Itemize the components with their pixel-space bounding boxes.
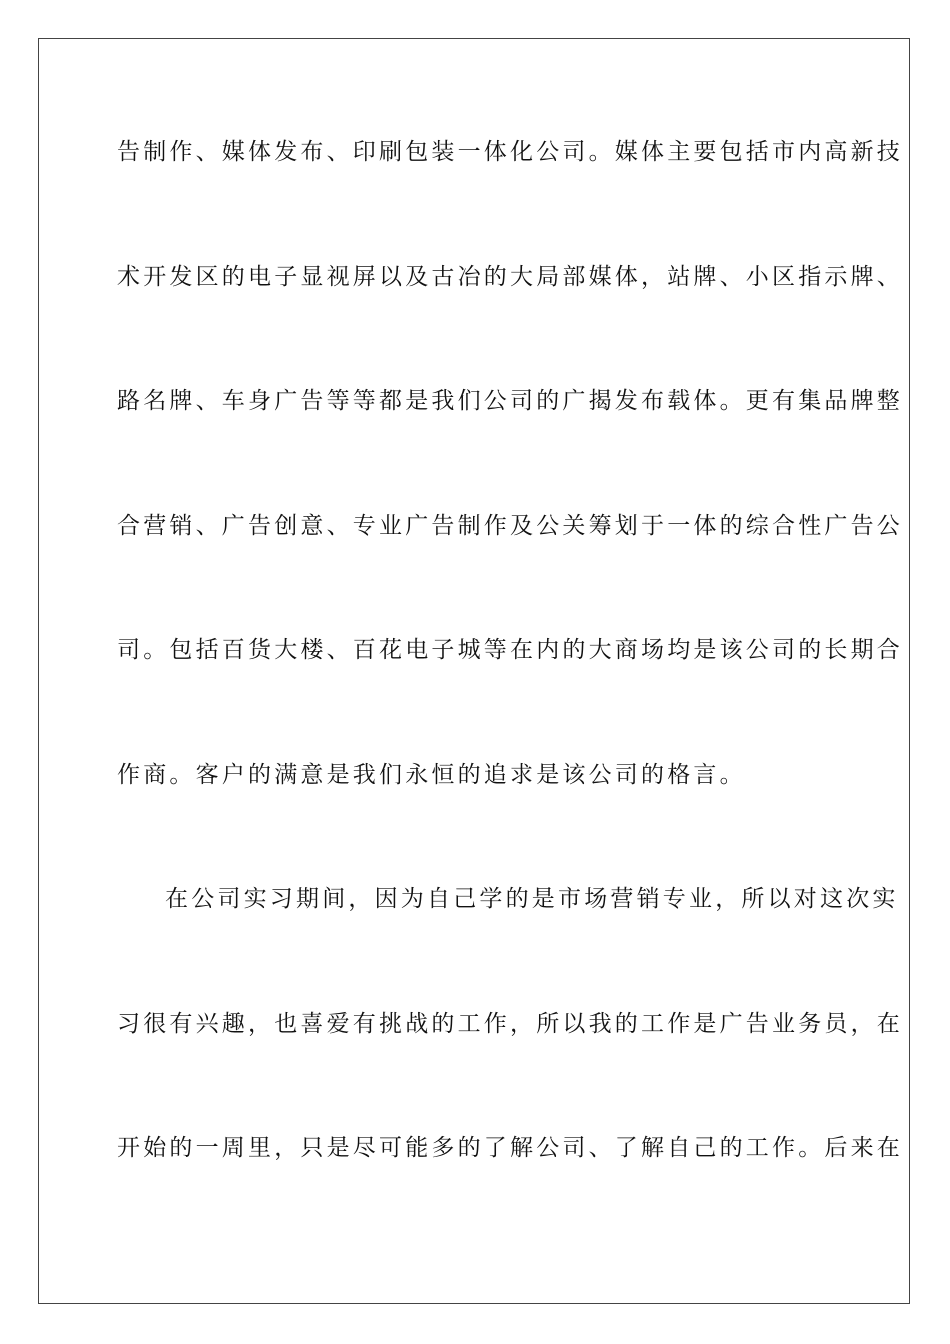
page-border — [38, 38, 910, 1304]
paragraph-line: 习很有兴趣，也喜爱有挑战的工作，所以我的工作是广告业务员，在 — [117, 1011, 903, 1037]
paragraph-line: 术开发区的电子显视屏以及古冶的大局部媒体，站牌、小区指示牌、 — [117, 264, 903, 290]
paragraph-line: 司。包括百货大楼、百花电子城等在内的大商场均是该公司的长期合 — [117, 637, 903, 663]
paragraph-line: 路名牌、车身广告等等都是我们公司的广揭发布载体。更有集品牌整 — [117, 388, 903, 414]
paragraph-line: 合营销、广告创意、专业广告制作及公关筹划于一体的综合性广告公 — [117, 513, 903, 539]
paragraph-line: 告制作、媒体发布、印刷包装一体化公司。媒体主要包括市内高新技 — [117, 139, 903, 165]
paragraph-line: 开始的一周里，只是尽可能多的了解公司、了解自己的工作。后来在 — [117, 1135, 903, 1161]
paragraph-line: 在公司实习期间，因为自己学的是市场营销专业，所以对这次实 — [165, 886, 899, 912]
paragraph-line: 作商。客户的满意是我们永恒的追求是该公司的格言。 — [117, 762, 746, 788]
